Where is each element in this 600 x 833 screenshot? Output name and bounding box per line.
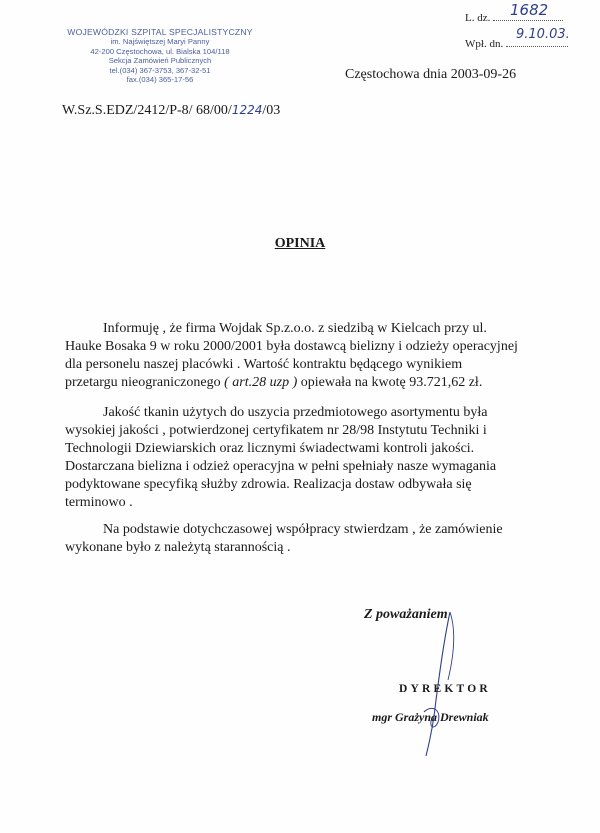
reference-suffix: /03: [262, 103, 281, 118]
text-line: [65, 374, 560, 392]
stamp-line: tel.(034) 367-3753, 367-32-51: [109, 65, 211, 75]
reference-prefix: W.Sz.S.EDZ/2412/P-8/ 68/00/: [62, 103, 232, 118]
letter-date: Częstochowa dnia 2003-09-26: [345, 67, 517, 82]
text-line: Technologii Dziewiarskich oraz licznymi świadectwami kontroli jakości.: [65, 441, 475, 456]
registry-number-value: 1682: [510, 1, 549, 19]
text-line: wysokiej jakości , potwierdzonej certyfikatem nr 28/98 Instytutu Techniki i: [65, 423, 487, 438]
text-line: Na podstawie dotychczasowej współpracy stwierdzam , że zamówienie: [103, 522, 503, 537]
text-line: Dostarczana bielizna i odzież operacyjna w pełni spełniały nasze wymagania: [65, 459, 497, 474]
text-line: podyktowane specyfiką służby zdrowia. Realizacja dostaw odbywała się: [65, 477, 472, 492]
text-segment: przetargu nieograniczonego: [65, 375, 221, 390]
text-line: dla personelu naszej placówki . Wartość kontraktu będącego wynikiem: [65, 357, 463, 372]
signatory-title: DYREKTOR: [399, 683, 491, 695]
stamp-line: im. Najświętszej Maryi Panny: [110, 37, 210, 47]
signature-scribble: [380, 600, 500, 760]
stamp-line: 42-200 Częstochowa, ul. Bialska 104/118: [90, 46, 230, 56]
text-line: Hauke Bosaka 9 w roku 2000/2001 była dostawcą bielizny i odzieży operacyjnej: [65, 339, 518, 354]
document-title: [0, 236, 600, 252]
registry-date-value: 9.10.03.: [516, 27, 570, 42]
stamp-line: fax.(034) 365-17-56: [126, 75, 194, 85]
text-segment: opiewała na kwotę 93.721,62 zł.: [297, 375, 483, 390]
text-line: Jakość tkanin użytych do uszycia przedmiotowego asortymentu była: [103, 405, 488, 420]
legal-reference: ( art.28 uzp ): [220, 375, 298, 390]
reference-number: [62, 103, 280, 119]
registry-number-label: L. dz.: [465, 12, 491, 24]
hospital-stamp: [62, 28, 258, 84]
paragraph-3: [65, 521, 560, 557]
paragraph-2: [65, 404, 560, 512]
stamp-line: WOJEWÓDZKI SZPITAL SPECJALISTYCZNY: [67, 27, 253, 37]
text-line: wykonane było z należytą starannością .: [65, 540, 291, 555]
document-title-text: OPINIA: [274, 236, 326, 251]
signatory-name: mgr Grażyna Drewniak: [372, 710, 489, 724]
closing-phrase: Z poważaniem: [364, 607, 448, 622]
reference-handwritten: 1224: [231, 103, 263, 117]
paragraph-1: [65, 320, 560, 392]
stamp-line: Sekcja Zamówień Publicznych: [108, 56, 212, 66]
text-line: Informuję , że firma Wojdak Sp.z.o.o. z siedzibą w Kielcach przy ul.: [103, 321, 487, 336]
registry-date-label: Wpł. dn.: [465, 38, 504, 50]
text-line: terminowo .: [65, 495, 133, 510]
